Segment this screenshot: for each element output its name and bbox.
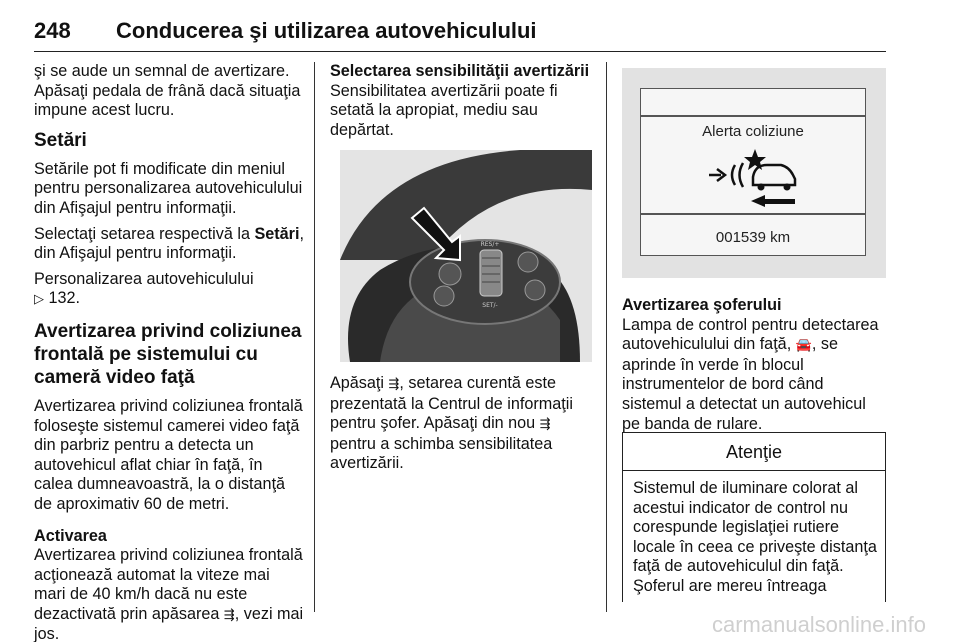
collision-alert-icon (703, 149, 807, 213)
collision-warning-paragraph: Avertizarea privind coliziunea frontală foloseşte sistemul camerei video faţă din parbriz pentru a detecta un autovehicul aflat chiar în faţă, în calea dumneavoastră, la o distanţă de aproximativ 60 de metri. (34, 396, 303, 513)
driver-warning-paragraph: Lampa de control pentru detectarea autovehiculului din faţă, 🚘, se aprinde în verde în blocul instrumentelor de bord când sistemul a detectat un autovehicul pe banda de rulare. (622, 315, 879, 433)
collision-distance-icon: ⇶ (539, 417, 551, 433)
collision-distance-icon: ⇶ (223, 607, 235, 623)
display-divider (641, 115, 865, 117)
settings-select-paragraph: Selectaţi setarea respectivă la Setări, din Afişajul pentru informaţii. (34, 224, 304, 263)
res-label: RES/+ (480, 241, 500, 248)
page-number: 248 (34, 18, 71, 43)
display-illustration (622, 68, 886, 278)
column-left (34, 62, 304, 642)
activation-heading: Activarea (34, 526, 107, 545)
info-display-screen (640, 88, 866, 256)
column-middle (330, 62, 592, 146)
attention-title: Atenţie (623, 433, 885, 471)
driver-warning-heading: Avertizarea şoferului (622, 296, 782, 314)
column-middle-lower (330, 374, 592, 480)
page-header (34, 16, 886, 52)
activation-paragraph: Avertizarea privind coliziunea frontală acţionează automat la viteze mai mari de 40 km/h dacă nu este dezactivată prin apăsarea ⇶, vezi mai jos. (34, 546, 304, 642)
settings-paragraph: Setările pot fi modificate din meniul pentru personalizarea autovehiculului din Afişajul pentru informaţii. (34, 159, 303, 217)
display-alert-title: Alerta coliziune (702, 123, 804, 140)
intro-paragraph: şi se aude un semnal de avertizare. Apăsaţi pedala de frână dacă situaţia impune acest lucru. (34, 62, 301, 120)
collision-distance-icon: ⇶ (388, 377, 400, 392)
column-divider (314, 62, 315, 612)
settings-menu-label: Setări (254, 224, 300, 243)
press-instructions: Apăsaţi ⇶, setarea curentă este prezentată la Centrul de informaţii pentru şofer. Apăsaţi din nou ⇶ pentru a schimba sensibilitatea avertizării. (330, 374, 573, 473)
steering-wheel-photo (340, 150, 592, 362)
collision-warning-heading: Avertizarea privind coliziunea frontală pe sistemului cu cameră video faţă (34, 320, 302, 388)
settings-heading: Setări (34, 129, 87, 151)
sensitivity-heading: Selectarea sensibilităţii avertizării (330, 62, 590, 80)
set-label: SET/- (482, 302, 498, 309)
column-divider (606, 62, 607, 612)
vehicle-ahead-icon: 🚘 (795, 338, 812, 354)
personalization-reference: Personalizarea autovehiculului ▷ 132. (34, 269, 254, 308)
display-divider (641, 213, 865, 215)
odometer-readout: 001539 km (715, 229, 791, 246)
sensitivity-paragraph: Sensibilitatea avertizării poate fi setată la apropiat, mediu sau depărtat. (330, 81, 558, 139)
reference-arrow-icon: ▷ (34, 292, 44, 308)
steering-wheel-illustration (340, 150, 592, 362)
attention-box (622, 432, 886, 602)
page-title: Conducerea şi utilizarea autovehiculului (116, 18, 537, 43)
column-right (622, 296, 886, 440)
attention-text: Sistemul de iluminare colorat al acestui indicator de control nu corespunde legislaţiei rutiere locale în ceea ce priveşte distanţa faţă de autovehiculul din faţă. Şoferul are mereu întreaga (633, 479, 877, 595)
watermark: carmanualsonline.info (711, 612, 926, 637)
